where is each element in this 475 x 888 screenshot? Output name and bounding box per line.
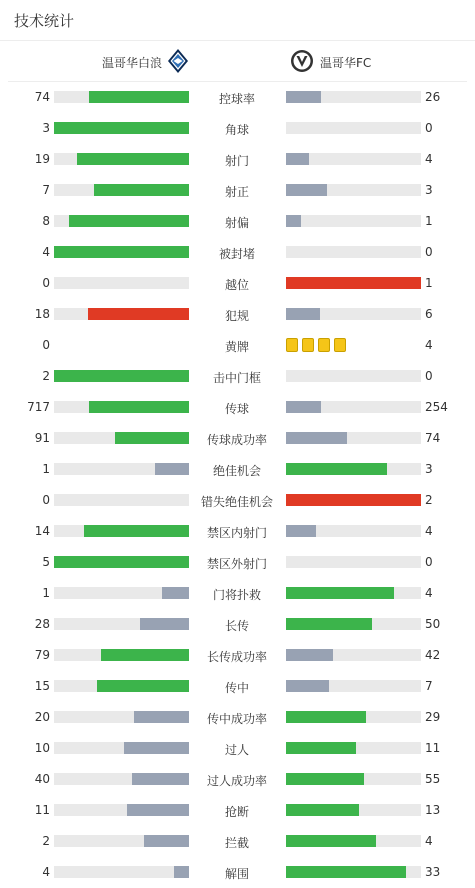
away-bar-fill	[286, 773, 364, 785]
home-value: 15	[34, 679, 50, 693]
stat-row	[0, 118, 475, 138]
away-value: 74	[425, 431, 441, 445]
stat-label: 禁区内射门	[206, 526, 267, 540]
stat-label: 黄牌	[224, 340, 249, 354]
home-bar-track	[54, 866, 189, 878]
away-value: 29	[425, 710, 441, 724]
away-value: 13	[425, 803, 441, 817]
stat-label: 过人成功率	[206, 774, 267, 788]
home-bar-track	[54, 308, 189, 320]
home-bar-fill	[140, 618, 189, 630]
stat-label: 射正	[224, 185, 249, 199]
away-bar-track	[286, 804, 421, 816]
home-bar-fill	[89, 401, 189, 413]
stat-row	[0, 397, 475, 417]
away-value: 6	[425, 307, 433, 321]
home-bar-fill	[115, 432, 189, 444]
away-value: 33	[425, 865, 441, 879]
home-bar-fill	[89, 91, 189, 103]
stat-row	[0, 738, 475, 758]
away-bar-fill	[286, 742, 356, 754]
home-value: 717	[27, 400, 50, 414]
away-bar-track	[286, 618, 421, 630]
home-bar-fill	[144, 835, 189, 847]
home-bar-fill	[88, 308, 189, 320]
stat-row	[0, 831, 475, 851]
stat-label: 长传	[224, 619, 249, 633]
away-bar-fill	[286, 587, 394, 599]
away-value: 0	[425, 369, 433, 383]
home-value: 3	[42, 121, 50, 135]
stat-row	[0, 428, 475, 448]
home-value: 7	[42, 183, 50, 197]
away-bar-track	[286, 432, 421, 444]
home-bar-track	[54, 401, 189, 413]
home-bar-track	[54, 91, 189, 103]
home-bar-fill	[54, 370, 189, 382]
home-bar-fill	[134, 711, 189, 723]
home-bar-track	[54, 246, 189, 258]
home-bar-fill	[101, 649, 189, 661]
home-bar-track	[54, 711, 189, 723]
stat-label: 射门	[224, 154, 249, 168]
away-bar-track	[286, 91, 421, 103]
stat-row	[0, 180, 475, 200]
home-bar-track	[54, 742, 189, 754]
home-bar-fill	[84, 525, 189, 537]
home-value: 79	[34, 648, 50, 662]
stat-label: 犯规	[224, 309, 249, 323]
stat-label: 传中	[224, 681, 249, 695]
away-bar-track	[286, 308, 421, 320]
home-value: 19	[34, 152, 50, 166]
home-bar-track	[54, 184, 189, 196]
stat-row	[0, 242, 475, 262]
away-bar-track	[286, 370, 421, 382]
stat-row	[0, 614, 475, 634]
home-bar-track	[54, 618, 189, 630]
stat-label: 门将扑救	[212, 588, 261, 602]
teams-header	[8, 48, 467, 80]
stat-row	[0, 645, 475, 665]
away-bar-track	[286, 866, 421, 878]
stat-label: 解围	[224, 867, 249, 881]
home-team-name[interactable]: 温哥华白浪	[102, 56, 163, 70]
away-bar-fill	[286, 184, 327, 196]
yellow-card-icon	[286, 338, 298, 352]
stat-label: 越位	[224, 278, 249, 292]
away-value: 4	[425, 524, 433, 538]
home-bar-track	[54, 835, 189, 847]
divider	[0, 40, 475, 41]
away-bar-track	[286, 680, 421, 692]
home-bar-fill	[77, 153, 189, 165]
stat-label: 传球成功率	[206, 433, 267, 447]
away-bar-track	[286, 711, 421, 723]
away-value: 55	[425, 772, 441, 786]
stat-row	[0, 707, 475, 727]
stat-label: 被封堵	[218, 247, 255, 261]
home-value: 0	[42, 276, 50, 290]
home-team-crest-icon[interactable]	[166, 48, 190, 74]
home-bar-fill	[174, 866, 189, 878]
home-value: 2	[42, 369, 50, 383]
away-bar-track	[286, 153, 421, 165]
away-bar-track	[286, 556, 421, 568]
away-bar-track	[286, 494, 421, 506]
away-value: 4	[425, 152, 433, 166]
home-bar-fill	[162, 587, 189, 599]
away-bar-fill	[286, 308, 320, 320]
away-bar-track	[286, 122, 421, 134]
divider	[8, 81, 467, 82]
away-value: 254	[425, 400, 448, 414]
home-bar-fill	[124, 742, 189, 754]
away-value: 42	[425, 648, 441, 662]
stat-row	[0, 211, 475, 231]
stat-label: 传球	[224, 402, 249, 416]
away-value: 4	[425, 834, 433, 848]
home-value: 18	[34, 307, 50, 321]
away-bar-fill	[286, 649, 333, 661]
stat-row	[0, 87, 475, 107]
stat-row	[0, 149, 475, 169]
away-bar-fill	[286, 525, 316, 537]
stat-label: 绝佳机会	[212, 464, 261, 478]
stat-row	[0, 800, 475, 820]
stat-label: 过人	[224, 743, 249, 757]
home-bar-track	[54, 370, 189, 382]
stat-label: 角球	[224, 123, 249, 137]
away-bar-fill	[286, 804, 359, 816]
away-bar-track	[286, 835, 421, 847]
home-value: 1	[42, 462, 50, 476]
stat-label: 禁区外射门	[206, 557, 267, 571]
home-value: 2	[42, 834, 50, 848]
page-title: 技术统计	[14, 12, 75, 30]
home-bar-fill	[155, 463, 189, 475]
home-bar-fill	[54, 122, 189, 134]
home-bar-track	[54, 525, 189, 537]
home-bar-track	[54, 463, 189, 475]
away-bar-track	[286, 773, 421, 785]
home-bar-fill	[94, 184, 189, 196]
away-bar-track	[286, 587, 421, 599]
stat-label: 控球率	[218, 92, 255, 106]
away-value: 0	[425, 555, 433, 569]
home-value: 0	[42, 338, 50, 352]
away-bar-fill	[286, 494, 421, 506]
home-value: 1	[42, 586, 50, 600]
stat-row	[0, 862, 475, 882]
home-value: 40	[34, 772, 50, 786]
away-value: 1	[425, 214, 433, 228]
home-value: 20	[34, 710, 50, 724]
away-bar-fill	[286, 711, 366, 723]
away-bar-fill	[286, 835, 376, 847]
home-value: 4	[42, 865, 50, 879]
home-bar-track	[54, 277, 189, 289]
away-bar-fill	[286, 618, 372, 630]
stat-row	[0, 521, 475, 541]
stat-row	[0, 273, 475, 293]
yellow-card-icon	[302, 338, 314, 352]
away-value: 0	[425, 245, 433, 259]
away-bar-fill	[286, 277, 421, 289]
home-value: 74	[34, 90, 50, 104]
away-bar-fill	[286, 401, 321, 413]
stat-label: 击中门框	[212, 371, 261, 385]
home-value: 11	[34, 803, 50, 817]
away-value: 1	[425, 276, 433, 290]
yellow-card-icon	[334, 338, 346, 352]
home-value: 4	[42, 245, 50, 259]
home-bar-track	[54, 804, 189, 816]
away-value: 0	[425, 121, 433, 135]
away-value: 50	[425, 617, 441, 631]
stat-row	[0, 676, 475, 696]
home-bar-track	[54, 649, 189, 661]
home-bar-fill	[69, 215, 189, 227]
away-bar-fill	[286, 215, 301, 227]
away-value: 26	[425, 90, 441, 104]
stat-row	[0, 335, 475, 355]
stat-label: 长传成功率	[206, 650, 267, 664]
away-team-name[interactable]: 温哥华FC	[320, 56, 372, 70]
away-bar-track	[286, 742, 421, 754]
away-bar-track	[286, 649, 421, 661]
stat-label: 拦截	[224, 836, 249, 850]
stat-row	[0, 769, 475, 789]
home-bar-track	[54, 680, 189, 692]
home-bar-track	[54, 153, 189, 165]
away-team-crest-icon[interactable]	[290, 48, 314, 74]
away-value: 11	[425, 741, 441, 755]
home-bar-fill	[54, 246, 189, 258]
home-value: 8	[42, 214, 50, 228]
away-yellow-cards	[286, 338, 350, 352]
home-value: 14	[34, 524, 50, 538]
away-bar-track	[286, 463, 421, 475]
home-bar-track	[54, 215, 189, 227]
away-bar-track	[286, 184, 421, 196]
away-value: 2	[425, 493, 433, 507]
home-bar-track	[54, 773, 189, 785]
away-bar-fill	[286, 91, 321, 103]
home-value: 91	[34, 431, 50, 445]
home-bar-fill	[127, 804, 189, 816]
stat-row	[0, 490, 475, 510]
away-bar-track	[286, 277, 421, 289]
home-bar-track	[54, 122, 189, 134]
away-bar-fill	[286, 463, 387, 475]
home-value: 0	[42, 493, 50, 507]
home-bar-fill	[132, 773, 189, 785]
stat-row	[0, 366, 475, 386]
away-value: 3	[425, 462, 433, 476]
stat-row	[0, 304, 475, 324]
away-value: 3	[425, 183, 433, 197]
yellow-card-icon	[318, 338, 330, 352]
away-bar-track	[286, 525, 421, 537]
home-bar-track	[54, 587, 189, 599]
away-bar-track	[286, 246, 421, 258]
stat-label: 射偏	[224, 216, 249, 230]
home-value: 5	[42, 555, 50, 569]
away-bar-fill	[286, 153, 309, 165]
stat-label: 错失绝佳机会	[200, 495, 273, 509]
away-value: 4	[425, 586, 433, 600]
home-value: 10	[34, 741, 50, 755]
home-bar-fill	[97, 680, 189, 692]
stat-row	[0, 583, 475, 603]
away-value: 7	[425, 679, 433, 693]
home-value: 28	[34, 617, 50, 631]
stat-row	[0, 459, 475, 479]
home-bar-track	[54, 556, 189, 568]
away-value: 4	[425, 338, 433, 352]
home-bar-track	[54, 494, 189, 506]
away-bar-fill	[286, 432, 347, 444]
away-bar-fill	[286, 866, 406, 878]
home-bar-fill	[54, 556, 189, 568]
away-bar-fill	[286, 680, 329, 692]
stat-label: 抢断	[224, 805, 249, 819]
stat-row	[0, 552, 475, 572]
away-bar-track	[286, 215, 421, 227]
home-bar-track	[54, 432, 189, 444]
away-bar-track	[286, 401, 421, 413]
stat-label: 传中成功率	[206, 712, 267, 726]
